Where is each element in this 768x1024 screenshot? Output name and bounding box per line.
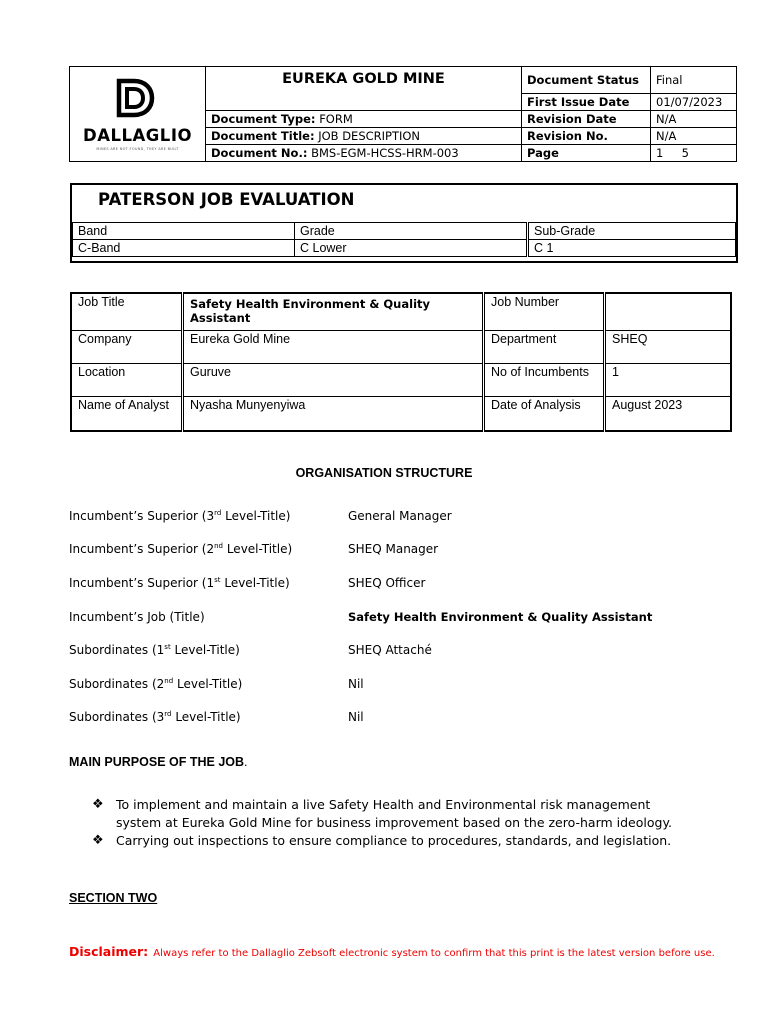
main-purpose-heading: MAIN PURPOSE OF THE JOB. (69, 755, 248, 769)
department-value: SHEQ (605, 330, 732, 363)
subgrade-value: C 1 (528, 240, 736, 257)
disclaimer (69, 941, 715, 960)
org-value-subordinate-1: SHEQ Attaché (348, 643, 432, 657)
paterson-title: PATERSON JOB EVALUATION (98, 190, 355, 209)
doc-no-label: Document No.: (211, 146, 308, 160)
status-value: Final (651, 67, 737, 94)
company-value: Eureka Gold Mine (183, 330, 484, 363)
doc-type-value: FORM (319, 112, 353, 126)
analysis-date-label: Date of Analysis (484, 396, 605, 431)
org-value-superior-2: SHEQ Manager (348, 542, 439, 556)
page-label: Page (522, 145, 651, 162)
doc-type-label: Document Type: (211, 112, 316, 126)
subgrade-label: Sub-Grade (528, 223, 736, 240)
list-item: ❖ Carrying out inspections to ensure compliance to procedures, standards, and legislation. (92, 833, 672, 848)
analyst-value: Nyasha Munyenyiwa (183, 396, 484, 431)
status-label: Document Status (522, 67, 651, 94)
department-label: Department (484, 330, 605, 363)
main-purpose-list (92, 796, 692, 850)
revision-date-label: Revision Date (522, 111, 651, 128)
org-label-superior-1: Incumbent’s Superior (1st Level-Title) (69, 576, 290, 590)
doc-title-cell (206, 128, 522, 145)
table-row (71, 363, 731, 396)
disclaimer-label: Disclaimer: (69, 944, 149, 959)
page-value: 1 5 (651, 145, 737, 162)
org-value-superior-1: SHEQ Officer (348, 576, 426, 590)
list-item: ❖ To implement and maintain a live Safety Health and Environmental risk management system at Eureka Gold Mine for business improvement based on the zero-harm ideology. (92, 797, 673, 830)
incumbents-label: No of Incumbents (484, 363, 605, 396)
bullet-diamond-icon: ❖ (92, 833, 104, 848)
logo-tagline: MINES ARE NOT FOUND, THEY ARE BUILT (96, 146, 179, 151)
revision-date-value: N/A (651, 111, 737, 128)
band-label: Band (73, 223, 295, 240)
job-title-value: Safety Health Environment & Quality Assistant (183, 293, 484, 330)
doc-no-cell (206, 145, 522, 162)
org-value-incumbent-job: Safety Health Environment & Quality Assistant (348, 610, 653, 624)
org-value-subordinate-3: Nil (348, 710, 364, 724)
revision-no-label: Revision No. (522, 128, 651, 145)
org-label-superior-2: Incumbent’s Superior (2nd Level-Title) (69, 542, 293, 556)
dallaglio-logo-icon (116, 78, 160, 118)
logo-wordmark: DALLAGLIO (83, 125, 192, 145)
paterson-evaluation-box (70, 183, 738, 263)
table-row (71, 293, 731, 330)
org-label-superior-3: Incumbent’s Superior (3rd Level-Title) (69, 509, 291, 523)
table-row (71, 330, 731, 363)
doc-title-value: JOB DESCRIPTION (318, 129, 421, 143)
location-label: Location (71, 363, 183, 396)
grade-value: C Lower (295, 240, 528, 257)
band-value: C-Band (73, 240, 295, 257)
job-details-table (70, 292, 732, 432)
doc-no-value: BMS-EGM-HCSS-HRM-003 (311, 146, 459, 160)
location-value: Guruve (183, 363, 484, 396)
job-number-label: Job Number (484, 293, 605, 330)
bullet-diamond-icon: ❖ (92, 797, 104, 812)
disclaimer-text: Always refer to the Dallaglio Zebsoft electronic system to confirm that this print is the latest version before use. (153, 948, 715, 959)
revision-no-value: N/A (651, 128, 737, 145)
org-label-subordinate-2: Subordinates (2nd Level-Title) (69, 677, 243, 691)
org-label-subordinate-3: Subordinates (3rd Level-Title) (69, 710, 241, 724)
incumbents-value: 1 (605, 363, 732, 396)
doc-title-label: Document Title: (211, 129, 315, 143)
table-row (71, 396, 731, 431)
org-structure-title: ORGANISATION STRUCTURE (295, 466, 473, 480)
grade-label: Grade (295, 223, 528, 240)
logo-cell (70, 67, 206, 162)
org-label-subordinate-1: Subordinates (1st Level-Title) (69, 643, 240, 657)
org-value-superior-3: General Manager (348, 509, 452, 523)
org-value-subordinate-2: Nil (348, 677, 364, 691)
section-two-heading: SECTION TWO (69, 891, 158, 905)
org-label-incumbent-job: Incumbent’s Job (Title) (69, 610, 205, 624)
paterson-grade-table (72, 222, 736, 257)
company-label: Company (71, 330, 183, 363)
dallaglio-logo (70, 78, 205, 151)
document-header-table (69, 66, 737, 162)
first-issue-label: First Issue Date (522, 94, 651, 111)
analysis-date-value: August 2023 (605, 396, 732, 431)
doc-type-cell (206, 111, 522, 128)
job-number-value (605, 293, 732, 330)
job-title-label: Job Title (71, 293, 183, 330)
first-issue-value: 01/07/2023 (651, 94, 737, 111)
analyst-label: Name of Analyst (71, 396, 183, 431)
mine-name: EUREKA GOLD MINE (206, 67, 522, 111)
